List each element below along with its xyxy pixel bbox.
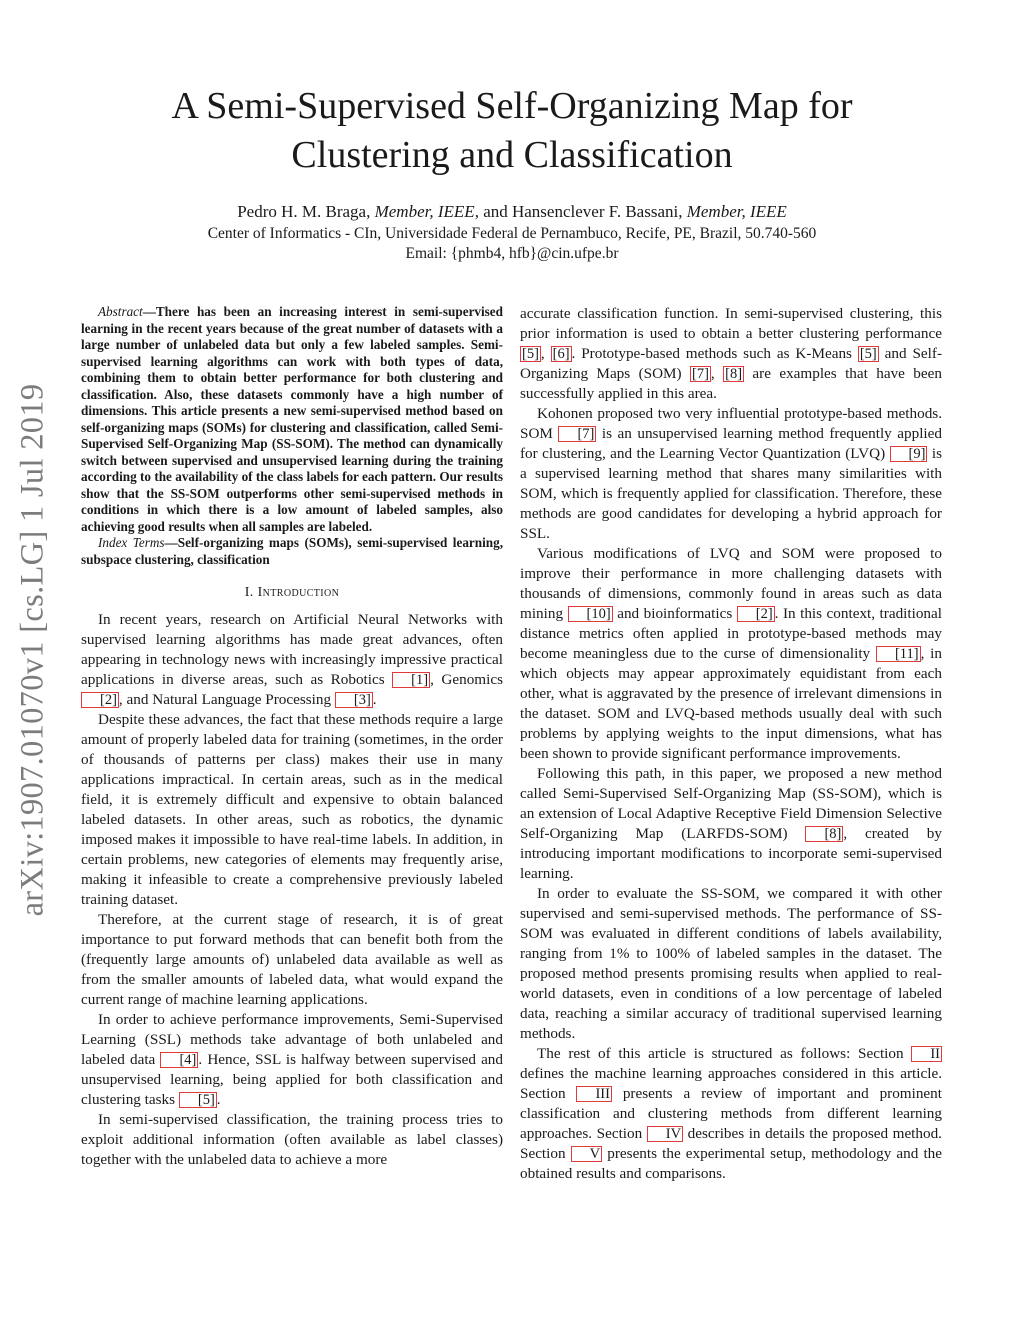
text-run: is a supervised learning method that shares many similarities with SOM, which is frequently applied for classification. Therefore, these methods are good candidates for developing a hybrid approach for SSL. bbox=[520, 445, 942, 542]
title-line-1: A Semi-Supervised Self-Organizing Map for bbox=[171, 85, 853, 127]
right-paragraph-5: In order to evaluate the SS-SOM, we compared it with other supervised and semi-supervised methods. The performance of SS-SOM was evaluated in different conditions of labels availability, ranging from 1% to 100% of labeled samples in the dataset. The proposed method presents promising results when applied to real-world datasets, even in conditions of a low percentage of labeled data, reaching a similar accuracy of traditional supervised learning methods. bbox=[520, 885, 942, 1042]
abstract-text: There has been an increasing interest in semi-supervised learning in the recent years because of the great number of datasets with a large number of unlabeled data but only a few labeled samples. Semi-supervised learning algorithms can work with both types of data, combining them to obtain better performance for both clustering and classification. Also, these datasets commonly have a high number of dimensions. This article presents a new semi-supervised method based on self-organizing maps (SOMs) for clustering and classification, called Semi-Supervised Self-Organizing Map (SS-SOM). The method can dynamically switch between supervised and unsupervised learning during the training according to the availability of the class labels for each pattern. Our results show that the SS-SOM outperforms other semi-supervised methods in conditions in which there is a low amount of labeled samples, also achieving good results when all samples are labeled. bbox=[81, 304, 503, 534]
arxiv-sidebar bbox=[10, 370, 56, 930]
text-run: , Genomics bbox=[430, 671, 503, 688]
author-2: , and Hansenclever F. Bassani, bbox=[474, 202, 687, 221]
text-run: and bioinformatics bbox=[612, 605, 737, 622]
email-line: Email: {phmb4, hfb}@cin.ufpe.br bbox=[405, 245, 619, 262]
text-run: and Self-Organizing Maps (SOM) bbox=[520, 345, 942, 382]
index-terms-label: Index Terms bbox=[98, 535, 165, 550]
author-2-member: Member bbox=[686, 202, 742, 221]
section-link[interactable]: V bbox=[571, 1146, 602, 1162]
section-link[interactable]: III bbox=[576, 1086, 612, 1102]
right-paragraph-4 bbox=[520, 764, 942, 884]
citation-link[interactable]: [7] bbox=[692, 366, 709, 382]
abstract-label: Abstract bbox=[98, 304, 143, 319]
text-run: , bbox=[710, 365, 724, 382]
citation-link[interactable]: [8] bbox=[805, 826, 843, 842]
text-run: are examples that have been successfully applied in this area. bbox=[520, 365, 942, 402]
text-run: , bbox=[540, 345, 551, 362]
text-run: presents the experimental setup, methodology and the obtained results and comparisons. bbox=[520, 1145, 942, 1182]
text-run: presents a review of important and prominent classification and clustering methods from different learning approaches. Section bbox=[520, 1085, 942, 1142]
arxiv-identifier: arXiv:1907.01070v1 [cs.LG] 1 Jul 2019 bbox=[14, 383, 51, 917]
intro-paragraph-4 bbox=[81, 1010, 503, 1110]
citation-link[interactable]: [5] bbox=[179, 1092, 217, 1108]
citation-link[interactable]: [9] bbox=[890, 446, 928, 462]
citation-link[interactable]: [3] bbox=[335, 692, 373, 708]
citation-link[interactable]: [5] bbox=[859, 346, 877, 362]
text-run: . bbox=[216, 1091, 221, 1108]
text-run: The rest of this article is structured as follows: Section bbox=[537, 1045, 912, 1062]
text-run: describes in details the proposed method. Section bbox=[520, 1125, 942, 1162]
citation-link[interactable]: [11] bbox=[876, 646, 921, 662]
citation-link[interactable]: [1] bbox=[392, 672, 430, 688]
right-paragraph-3 bbox=[520, 544, 942, 764]
right-paragraph-1 bbox=[520, 304, 942, 404]
author-1: Pedro H. M. Braga, bbox=[237, 202, 375, 221]
index-terms bbox=[81, 535, 503, 568]
text-run: In recent years, research on Artificial Neural Networks with supervised learning algorithms has made great advances, often appearing in technology news with increasingly impressive practical applications in diverse areas, such as Robotics bbox=[81, 611, 503, 688]
title-line-2: Clustering and Classification bbox=[291, 134, 733, 176]
section-heading-introduction bbox=[81, 584, 503, 602]
text-run: defines the machine learning approaches considered in this article. Section bbox=[520, 1065, 942, 1102]
text-run: . In this context, traditional distance metrics often applied in prototype-based methods may become meaningless due to the curse of dimensionality bbox=[520, 605, 942, 662]
author-1-ieee: , IEEE bbox=[429, 202, 475, 221]
citation-link[interactable]: [2] bbox=[737, 606, 775, 622]
author-1-member: Member bbox=[374, 202, 430, 221]
section-name: Introduction bbox=[257, 585, 340, 600]
text-run: . Prototype-based methods such as K-Means bbox=[571, 345, 858, 362]
citation-link[interactable]: [8] bbox=[725, 366, 743, 382]
intro-paragraph-5: In semi-supervised classification, the training process tries to exploit additional information (often available as label classes) together with the unlabeled data to achieve a more bbox=[81, 1111, 503, 1168]
text-run: Kohonen proposed two very influential prototype-based methods. SOM bbox=[520, 405, 942, 442]
text-run: , and Natural Language Processing bbox=[118, 691, 335, 708]
text-run: Following this path, in this paper, we proposed a new method called Semi-Supervised Self-Organizing Map (SS-SOM), which is an extension of Local Adaptive Receptive Field Dimension Selective Self-Organizing Map (LARFDS-SOM) bbox=[520, 765, 942, 842]
text-run: . bbox=[372, 691, 377, 708]
citation-link[interactable]: [5] bbox=[522, 346, 539, 362]
right-paragraph-6 bbox=[520, 1044, 942, 1184]
right-paragraph-2 bbox=[520, 404, 942, 544]
text-run: In order to achieve performance improvements, Semi-Supervised Learning (SSL) methods take advantage of both unlabeled and labeled data bbox=[81, 1011, 503, 1068]
text-run: Various modifications of LVQ and SOM were proposed to improve their performance in more challenging datasets with thousands of dimensions, commonly found in areas such as data mining bbox=[520, 545, 942, 622]
text-run: accurate classification function. In semi-supervised clustering, this prior information is used to obtain a better clustering performance bbox=[520, 305, 942, 342]
intro-paragraph-2: Despite these advances, the fact that these methods require a large amount of properly labeled data for training (sometimes, in the order of thousands of patterns per class) makes their use in many applications impractical. In certain areas, such as in the medical field, it is extremely difficult and expensive to obtain balanced labeled datasets. In other areas, such as robotics, the dynamic imposed makes it impossible to have real-time labels. In addition, in certain problems, new categories of elements may frequently arise, making it infeasible to create a comprehensive previously labeled training dataset. bbox=[81, 711, 503, 908]
section-number: I. bbox=[244, 585, 258, 600]
abstract-dash: — bbox=[142, 304, 156, 319]
citation-link[interactable]: [2] bbox=[81, 692, 119, 708]
intro-paragraph-1 bbox=[81, 610, 503, 710]
citation-link[interactable]: [7] bbox=[558, 426, 596, 442]
index-terms-dash: — bbox=[164, 535, 178, 550]
intro-paragraph-3: Therefore, at the current stage of research, it is of great importance to put forward methods that can benefit both from the (frequently large amounts of) unlabeled data available as well as from the smaller amounts of labeled data, what would expand the current range of machine learning applications. bbox=[81, 911, 503, 1008]
section-link[interactable]: II bbox=[911, 1046, 942, 1062]
author-2-ieee: , IEEE bbox=[741, 202, 787, 221]
index-terms-text: Self-organizing maps (SOMs), semi-supervised learning, subspace clustering, classification bbox=[81, 535, 503, 567]
paper-title bbox=[0, 82, 1024, 180]
text-run: is an unsupervised learning method frequently applied for clustering, and the Learning Vector Quantization (LVQ) bbox=[520, 425, 942, 462]
affiliation: Center of Informatics - CIn, Universidade Federal de Pernambuco, Recife, PE, Brazil, 50.740-560 bbox=[207, 225, 817, 242]
citation-link[interactable]: [6] bbox=[552, 346, 570, 362]
author-line bbox=[0, 202, 1024, 222]
left-column bbox=[81, 304, 503, 1170]
text-run: , in which objects may appear approximately equidistant from each other, what is aggravated by the presence of irrelevant dimensions in the dataset. SOM and LVQ-based methods usually deal with such problems by applying weights to the input dimensions, what has been shown to provide significant performance improvements. bbox=[520, 645, 942, 762]
text-run: . Hence, SSL is halfway between supervised and unsupervised learning, being applied for both classification and clustering tasks bbox=[81, 1051, 503, 1108]
text-run: , created by introducing important modifications to incorporate semi-supervised learning. bbox=[520, 825, 942, 882]
abstract bbox=[81, 304, 503, 535]
citation-link[interactable]: [4] bbox=[160, 1052, 198, 1068]
section-link[interactable]: IV bbox=[647, 1126, 683, 1142]
right-column bbox=[520, 304, 942, 1184]
citation-link[interactable]: [10] bbox=[568, 606, 613, 622]
